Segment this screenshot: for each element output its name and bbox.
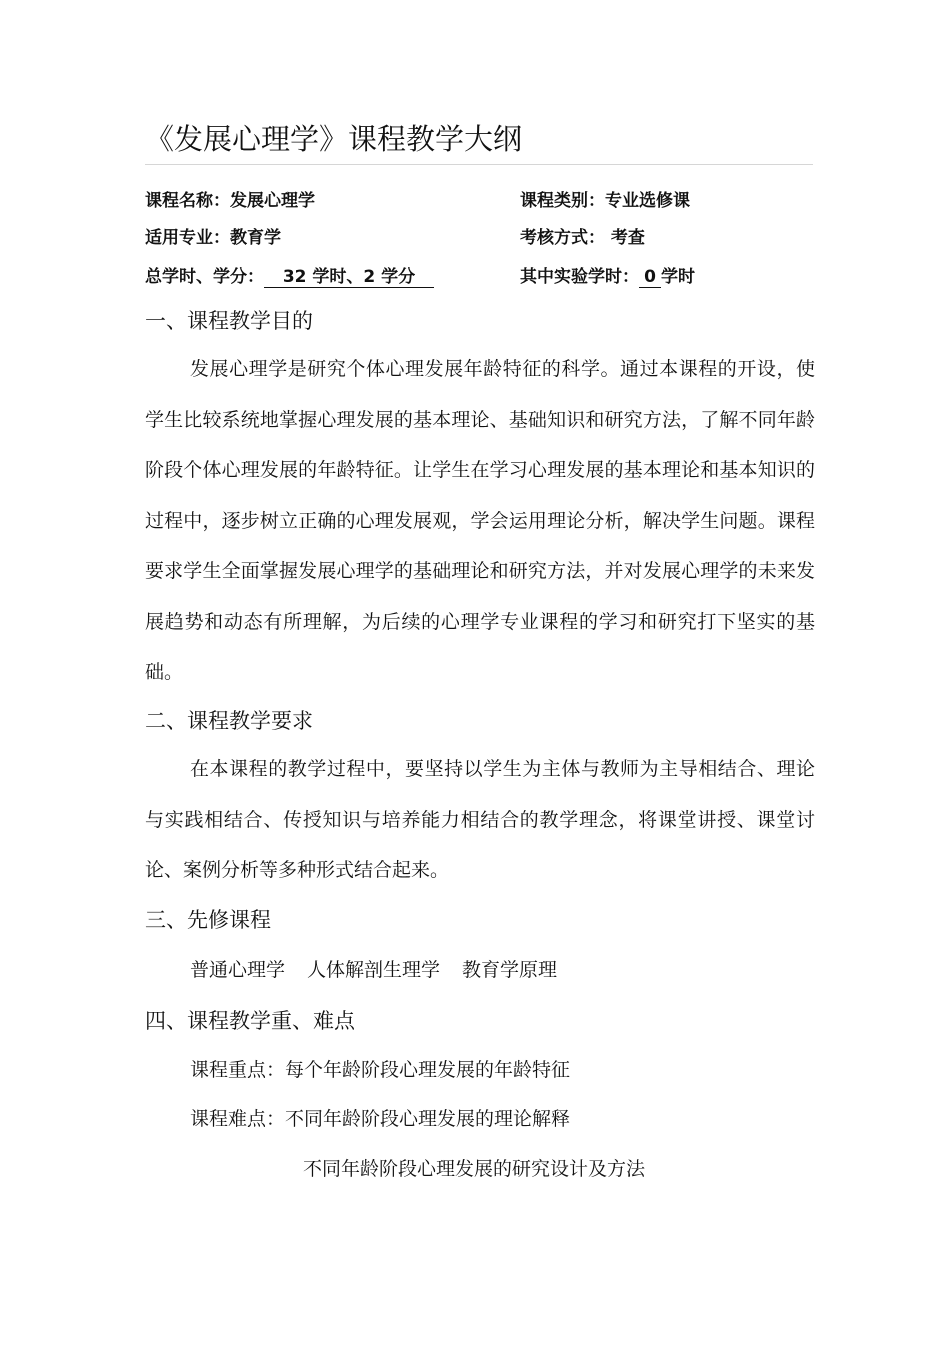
assessment-label: 考核方式： [520,228,605,248]
section-2-body: 在本课程的教学过程中，要坚持以学生为主体与教师为主导相结合、理论与实践相结合、传授知识与培养能力相结合的教学理念，将课堂讲授、课堂讨论、案例分析等多种形式结合起来。 [145,758,815,881]
prerequisite-course: 教育学原理 [462,959,558,981]
key-points-value: 每个年龄阶段心理发展的年龄特征 [285,1059,571,1081]
title-block [145,118,813,165]
total-hours-credits [145,265,434,289]
difficult-points [190,1105,570,1133]
section-2-heading: 二、课程教学要求 [145,709,313,733]
difficult-point-2: 不同年龄阶段心理发展的研究设计及方法 [303,1158,646,1180]
course-name: 课程名称：发展心理学 [145,191,315,211]
section-1-heading: 一、课程教学目的 [145,309,313,333]
lab-value: 0 [639,267,661,288]
assessment-value: 考查 [610,228,645,248]
document-title: 《发展心理学》课程教学大纲 [145,122,523,156]
section-3-heading: 三、先修课程 [145,908,271,932]
prerequisite-course: 普通心理学 [190,959,286,981]
prerequisite-course: 人体解剖生理学 [307,959,441,981]
section-4-heading: 四、课程教学重、难点 [145,1009,355,1033]
key-points [190,1056,570,1084]
assessment-method [520,226,645,250]
hours-label: 总学时、学分： [145,267,264,287]
prerequisite-courses [190,956,557,984]
difficult-points-label: 课程难点： [190,1108,286,1130]
lab-label: 其中实验学时： [520,267,639,287]
course-type: 课程类别：专业选修课 [520,191,690,211]
applicable-major: 适用专业：教育学 [145,228,281,248]
key-points-label: 课程重点： [190,1059,286,1081]
difficult-point-1: 不同年龄阶段心理发展的理论解释 [285,1108,571,1130]
lab-hours [520,265,695,289]
title-divider [145,164,813,165]
lab-unit: 学时 [661,267,695,287]
section-1-body: 发展心理学是研究个体心理发展年龄特征的科学。通过本课程的开设，使学生比较系统地掌握心理发展的基本理论、基础知识和研究方法，了解不同年龄阶段个体心理发展的年龄特征。让学生在学习心理发展的基本理论和基本知识的过程中，逐步树立正确的心理发展观，学会运用理论分析，解决学生问题。课程要求学生全面掌握发展心理学的基础理论和研究方法，并对发展心理学的未来发展趋势和动态有所理解，为后续的心理学专业课程的学习和研究打下坚实的基础。 [145,358,815,683]
hours-value: 32 学时、2 学分 [264,267,434,288]
